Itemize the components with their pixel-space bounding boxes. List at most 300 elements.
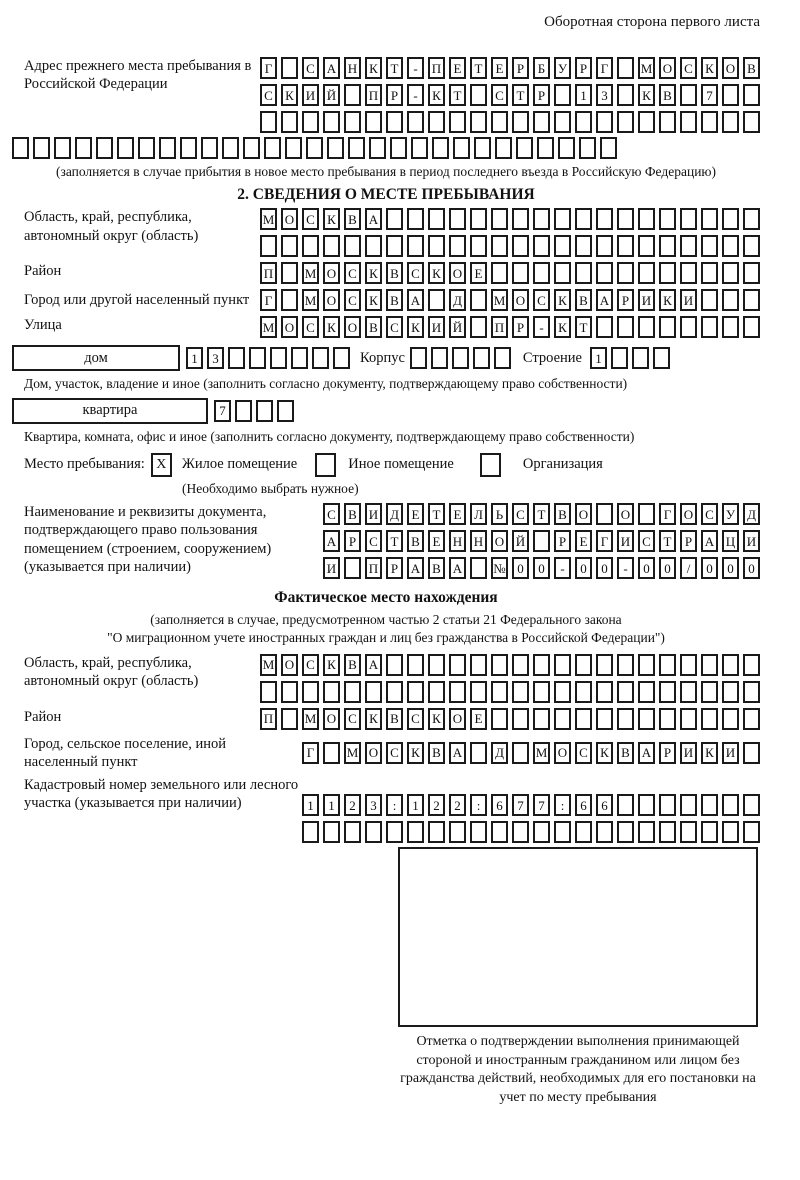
option-organization-label: Организация [522, 456, 603, 473]
char-box: О [680, 503, 697, 525]
char-box: Е [407, 503, 424, 525]
char-box: 0 [596, 557, 613, 579]
char-box [701, 111, 718, 133]
document-rows [323, 503, 760, 579]
char-box: И [617, 530, 634, 552]
char-box [596, 235, 613, 257]
char-box: И [302, 84, 319, 106]
char-box [428, 289, 445, 311]
char-box: Р [659, 742, 676, 764]
char-box [722, 235, 739, 257]
char-box [312, 347, 329, 369]
char-box: А [323, 57, 340, 79]
char-box [33, 137, 50, 159]
char-box [596, 316, 613, 338]
char-box [533, 708, 550, 730]
char-box [249, 347, 266, 369]
char-box: С [386, 316, 403, 338]
char-box: М [260, 316, 277, 338]
actual-location-note-line1: (заполняется в случае, предусмотренном частью 2 статьи 21 Федерального закона [150, 612, 622, 628]
char-box [333, 347, 350, 369]
char-box [512, 262, 529, 284]
char-box [407, 208, 424, 230]
char-box: Л [470, 503, 487, 525]
char-box [428, 821, 445, 843]
char-box: М [260, 654, 277, 676]
char-box [537, 137, 554, 159]
char-box [701, 262, 718, 284]
char-box: С [512, 503, 529, 525]
char-box [743, 316, 760, 338]
house-number-row [186, 347, 350, 369]
char-box [327, 137, 344, 159]
region2-label: Область, край, республика, автономный округ (область) [24, 654, 199, 689]
char-box [256, 400, 273, 422]
char-box: Д [449, 289, 466, 311]
char-box: О [323, 262, 340, 284]
char-box: 1 [302, 794, 319, 816]
option-residential-label: Жилое помещение [181, 456, 298, 473]
char-box [491, 708, 508, 730]
char-box: П [260, 708, 277, 730]
char-box [533, 654, 550, 676]
char-box: Д [386, 503, 403, 525]
char-box: К [365, 708, 382, 730]
char-box: 0 [722, 557, 739, 579]
char-box: 7 [214, 400, 231, 422]
char-box [228, 347, 245, 369]
char-box: С [344, 262, 361, 284]
char-box [575, 821, 592, 843]
char-box [722, 821, 739, 843]
char-box [659, 235, 676, 257]
char-box [491, 235, 508, 257]
char-box: С [407, 708, 424, 730]
char-box [680, 794, 697, 816]
char-box [596, 111, 613, 133]
char-box: М [302, 289, 319, 311]
char-box: Р [512, 316, 529, 338]
char-box: Ь [491, 503, 508, 525]
char-box: - [617, 557, 634, 579]
char-box [365, 681, 382, 703]
char-box [344, 681, 361, 703]
char-box [596, 654, 613, 676]
char-box: И [743, 530, 760, 552]
char-box [512, 742, 529, 764]
house-type-box: дом [12, 345, 180, 371]
region-row-2 [260, 235, 760, 257]
char-box [596, 708, 613, 730]
char-box: И [638, 289, 655, 311]
char-box: 3 [596, 84, 613, 106]
char-box [344, 84, 361, 106]
char-box [323, 681, 340, 703]
char-box [533, 821, 550, 843]
char-box: А [365, 208, 382, 230]
char-box [512, 708, 529, 730]
char-box: И [680, 742, 697, 764]
char-box [701, 708, 718, 730]
char-box: М [344, 742, 361, 764]
char-box: 6 [596, 794, 613, 816]
cadastral-label: Кадастровый номер земельного или лесного участка (указывается при наличии) [24, 777, 299, 812]
char-box: С [302, 654, 319, 676]
char-box: - [554, 557, 571, 579]
char-box: Г [302, 742, 319, 764]
char-box [554, 708, 571, 730]
char-box: 7 [533, 794, 550, 816]
district2-label: Район [24, 708, 62, 725]
char-box [512, 208, 529, 230]
char-box: О [281, 654, 298, 676]
char-box [491, 654, 508, 676]
city2-label: Город, сельское поселение, иной населенный пункт [24, 735, 227, 770]
char-box [281, 708, 298, 730]
char-box [600, 137, 617, 159]
char-box [386, 821, 403, 843]
char-box: Р [554, 530, 571, 552]
char-box [533, 111, 550, 133]
char-box: П [428, 57, 445, 79]
char-box: О [449, 262, 466, 284]
char-box: К [323, 654, 340, 676]
char-box [431, 347, 448, 369]
char-box: 0 [638, 557, 655, 579]
char-box [470, 742, 487, 764]
char-box: 6 [491, 794, 508, 816]
char-box: Е [449, 503, 466, 525]
char-box [449, 681, 466, 703]
char-box [470, 557, 487, 579]
char-box [638, 654, 655, 676]
char-box [281, 57, 298, 79]
char-box [575, 235, 592, 257]
char-box [701, 681, 718, 703]
city2-block [12, 735, 760, 772]
city-label: Город или другой населенный пункт [24, 292, 250, 309]
char-box [281, 262, 298, 284]
char-box [659, 708, 676, 730]
char-box [659, 111, 676, 133]
char-box [638, 208, 655, 230]
char-box: К [638, 84, 655, 106]
char-box [344, 111, 361, 133]
char-box: В [344, 208, 361, 230]
char-box [701, 316, 718, 338]
char-box: Г [260, 57, 277, 79]
char-box: В [428, 557, 445, 579]
char-box: С [302, 316, 319, 338]
char-box [491, 111, 508, 133]
city-block [12, 289, 760, 311]
char-box [579, 137, 596, 159]
char-box: С [407, 262, 424, 284]
char-box: 2 [344, 794, 361, 816]
char-box [743, 289, 760, 311]
apartment-note: Квартира, комната, офис и иное (заполнить согласно документу, подтверждающему право собственности) [24, 428, 635, 444]
char-box [558, 137, 575, 159]
checkbox-organization [480, 453, 501, 477]
char-box [638, 794, 655, 816]
char-box [680, 208, 697, 230]
char-box [617, 111, 634, 133]
char-box: П [491, 316, 508, 338]
char-box: К [323, 316, 340, 338]
char-box [470, 235, 487, 257]
char-box [554, 262, 571, 284]
char-box [638, 821, 655, 843]
region-block [12, 208, 760, 257]
char-box [653, 347, 670, 369]
char-box [617, 235, 634, 257]
char-box: К [365, 289, 382, 311]
char-box [743, 821, 760, 843]
stay-type-note: (Необходимо выбрать нужное) [182, 480, 359, 496]
char-box: У [554, 57, 571, 79]
region-label: Область, край, республика, автономный округ (область) [24, 209, 199, 244]
char-box: Т [386, 57, 403, 79]
district-row [260, 262, 760, 284]
char-box: С [680, 57, 697, 79]
char-box [659, 794, 676, 816]
char-box: К [659, 289, 676, 311]
char-box: А [407, 557, 424, 579]
char-box: Р [386, 84, 403, 106]
char-box [491, 681, 508, 703]
cadastral-row-2 [302, 821, 760, 843]
stay-type-row [12, 453, 760, 477]
house-note: Дом, участок, владение и иное (заполнить согласно документу, подтверждающему право собственности) [24, 376, 628, 392]
korpus-label: Корпус [360, 349, 405, 366]
char-box [632, 347, 649, 369]
char-box: О [575, 503, 592, 525]
apartment-number-row [214, 400, 294, 422]
char-box [680, 316, 697, 338]
stroenie-row [590, 347, 670, 369]
street-row [260, 316, 760, 338]
char-box: Е [470, 262, 487, 284]
char-box: Н [470, 530, 487, 552]
char-box: Г [260, 289, 277, 311]
char-box [449, 111, 466, 133]
char-box [512, 681, 529, 703]
char-box: В [428, 742, 445, 764]
char-box [701, 794, 718, 816]
char-box: Р [386, 557, 403, 579]
char-box [638, 681, 655, 703]
char-box: К [428, 708, 445, 730]
char-box [491, 821, 508, 843]
char-box [159, 137, 176, 159]
char-box: У [722, 503, 739, 525]
char-box: В [365, 316, 382, 338]
char-box [449, 235, 466, 257]
char-box [54, 137, 71, 159]
char-box [428, 208, 445, 230]
char-box: - [407, 84, 424, 106]
char-box: Т [470, 57, 487, 79]
char-box [575, 208, 592, 230]
char-box: О [344, 316, 361, 338]
char-box [617, 262, 634, 284]
char-box [659, 821, 676, 843]
char-box: 7 [701, 84, 718, 106]
char-box [512, 821, 529, 843]
char-box: Р [344, 530, 361, 552]
document-row-2 [323, 530, 760, 552]
document-block [12, 503, 760, 579]
char-box [680, 821, 697, 843]
char-box [270, 347, 287, 369]
char-box: Г [659, 503, 676, 525]
char-box [680, 654, 697, 676]
char-box: 1 [186, 347, 203, 369]
char-box [659, 262, 676, 284]
char-box: С [323, 503, 340, 525]
char-box: Т [533, 503, 550, 525]
char-box [491, 208, 508, 230]
char-box: 2 [449, 794, 466, 816]
char-box [470, 84, 487, 106]
street-label: Улица [24, 317, 62, 334]
char-box [117, 137, 134, 159]
char-box: С [533, 289, 550, 311]
stamp-area [398, 847, 758, 1027]
char-box [302, 235, 319, 257]
stay-type-label: Место пребывания: [24, 456, 145, 473]
char-box: К [407, 742, 424, 764]
char-box [512, 111, 529, 133]
char-box [453, 137, 470, 159]
char-box: / [680, 557, 697, 579]
char-box [575, 654, 592, 676]
char-box: Е [428, 530, 445, 552]
char-box [516, 137, 533, 159]
char-box: О [722, 57, 739, 79]
char-box: Н [449, 530, 466, 552]
char-box: Й [512, 530, 529, 552]
char-box [617, 654, 634, 676]
char-box [344, 557, 361, 579]
char-box: И [323, 557, 340, 579]
char-box [638, 235, 655, 257]
cadastral-row-1 [302, 794, 760, 816]
char-box: : [386, 794, 403, 816]
char-box: Е [575, 530, 592, 552]
char-box: О [323, 289, 340, 311]
char-box [411, 137, 428, 159]
char-box: О [449, 708, 466, 730]
char-box: В [386, 289, 403, 311]
char-box: Т [449, 84, 466, 106]
prev-address-note: (заполняется в случае прибытия в новое место пребывания в период последнего въезда в Российскую Федерацию) [55, 164, 717, 179]
char-box: П [365, 557, 382, 579]
char-box: С [491, 84, 508, 106]
char-box [410, 347, 427, 369]
prev-address-row-4 [12, 137, 760, 159]
char-box: 0 [701, 557, 718, 579]
char-box [617, 84, 634, 106]
char-box: Е [470, 708, 487, 730]
char-box: В [344, 654, 361, 676]
char-box [743, 742, 760, 764]
region2-block [12, 654, 760, 703]
char-box: Р [512, 57, 529, 79]
char-box [680, 708, 697, 730]
char-box [222, 137, 239, 159]
char-box: : [554, 794, 571, 816]
char-box [701, 235, 718, 257]
char-box [323, 742, 340, 764]
char-box: 0 [575, 557, 592, 579]
char-box: А [596, 289, 613, 311]
char-box: О [365, 742, 382, 764]
char-box [533, 681, 550, 703]
char-box [554, 681, 571, 703]
char-box: И [722, 742, 739, 764]
char-box [512, 235, 529, 257]
city-row [260, 289, 760, 311]
char-box: Ц [722, 530, 739, 552]
char-box [407, 654, 424, 676]
char-box: К [596, 742, 613, 764]
char-box: М [260, 208, 277, 230]
char-box [722, 208, 739, 230]
char-box [701, 208, 718, 230]
char-box: Е [491, 57, 508, 79]
char-box: Е [449, 57, 466, 79]
char-box [680, 262, 697, 284]
char-box: И [365, 503, 382, 525]
char-box [722, 708, 739, 730]
char-box [302, 821, 319, 843]
char-box: 7 [512, 794, 529, 816]
char-box: 1 [407, 794, 424, 816]
char-box: К [428, 262, 445, 284]
char-box [659, 654, 676, 676]
char-box: Т [386, 530, 403, 552]
prev-address-row-2 [260, 84, 760, 106]
char-box [533, 262, 550, 284]
char-box [596, 681, 613, 703]
char-box: А [323, 530, 340, 552]
char-box: И [680, 289, 697, 311]
house-block [12, 345, 760, 371]
char-box [407, 681, 424, 703]
char-box [722, 654, 739, 676]
char-box [617, 821, 634, 843]
char-box: М [491, 289, 508, 311]
option-other-premises-label: Иное помещение [348, 456, 454, 473]
char-box: - [407, 57, 424, 79]
char-box [680, 235, 697, 257]
char-box: С [365, 530, 382, 552]
char-box [348, 137, 365, 159]
char-box [75, 137, 92, 159]
char-box [659, 208, 676, 230]
char-box: О [617, 503, 634, 525]
city2-row [302, 742, 760, 764]
char-box: 0 [659, 557, 676, 579]
char-box [281, 111, 298, 133]
char-box: М [302, 262, 319, 284]
char-box: П [260, 262, 277, 284]
char-box [449, 208, 466, 230]
char-box [386, 235, 403, 257]
page-side-note: Оборотная сторона первого листа [544, 14, 760, 30]
stroenie-label: Строение [522, 349, 582, 366]
